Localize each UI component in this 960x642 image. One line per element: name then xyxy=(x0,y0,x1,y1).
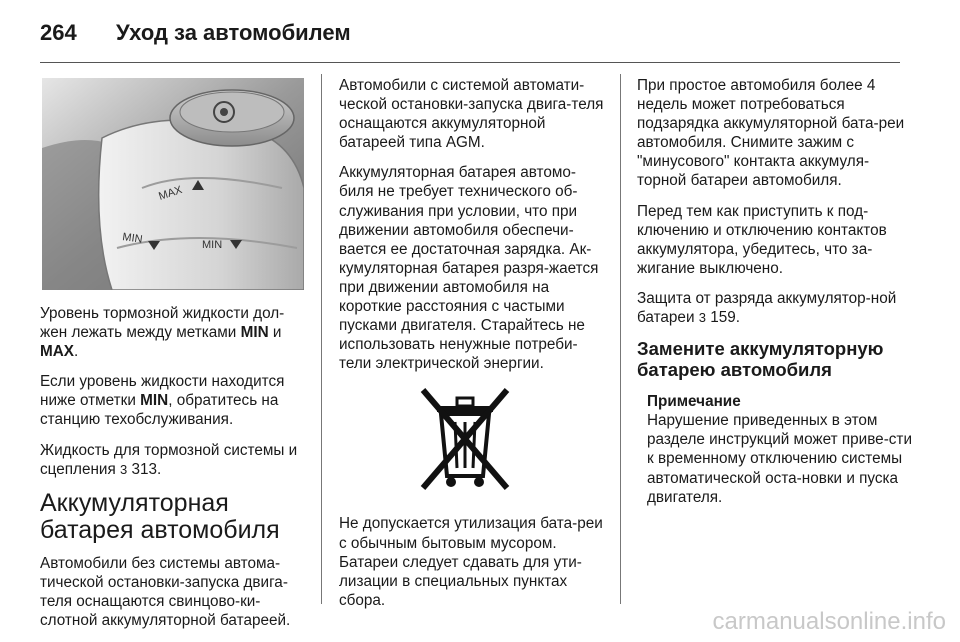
brake-fluid-level-text: Уровень тормозной жидкости дол-жен лежать между метками MIN и MAX. xyxy=(40,305,285,361)
column-divider-2 xyxy=(620,74,621,604)
column-3 xyxy=(637,76,912,507)
note-title: Примечание xyxy=(647,393,741,411)
ignition-off-text: Перед тем как приступить к под-ключению и отключению контактов аккумулятора, убедитесь, что за-жигание выключено. xyxy=(637,202,887,277)
page-title: Уход за автомобилем xyxy=(116,20,351,45)
fluid-ref-text: Жидкость для тормозной системы и сцепления 3 313. xyxy=(40,441,298,478)
battery-section-heading: Аккумуляторная батарея автомобиля xyxy=(40,488,280,544)
note-text: Нарушение приведенных в этом разделе инструкций может приве-сти к временному отключению системы автоматической оста-новки и пуска двигателя. xyxy=(647,412,912,506)
watermark: carmanualsonline.info xyxy=(712,608,946,635)
crossed-out-bin-icon xyxy=(415,384,515,500)
column-1 xyxy=(40,76,308,641)
idle-vehicle-text: При простое автомобиля более 4 недель может потребоваться подзарядка аккумуляторной бата-реи автомобиля. Снимите зажим с "минусового" контакта аккумуля-торной батареи автомобиля. xyxy=(637,77,905,190)
battery-disposal-text: Не допускается утилизация бата-реи с обычным бытовым мусором. Батареи следует сдавать для ути-лизации в специальных пунктах сбора. xyxy=(339,515,603,609)
page-header xyxy=(40,14,920,54)
battery-maintenance-text: Аккумуляторная батарея автомо-биля не требует технического об-служивания при условии, что при движении автомобиля обеспечи-вается ее достаточная зарядка. Ак-кумуляторная батарея разря-жается при движении автомобиля на короткие расстояния с частыми пусками двигателя. Старайтесь не использовать ненужные потреби-тели электрической энергии. xyxy=(339,164,599,373)
reference-arrow-icon: 3 xyxy=(120,461,128,477)
replace-battery-heading: Замените аккумуляторную батарею автомобиля xyxy=(637,338,884,381)
min-mark-label-right: MIN xyxy=(202,239,223,251)
header-rule xyxy=(40,62,900,63)
battery-lead-acid-text: Автомобили без системы автома-тической остановки-запуска двига-теля оснащаются свинцово-ки-слотной аккумуляторной батареей. xyxy=(40,554,291,630)
column-2 xyxy=(339,76,607,621)
brake-fluid-reservoir-photo xyxy=(42,78,304,290)
page-number: 264 xyxy=(40,20,77,45)
reference-arrow-icon: 3 xyxy=(698,310,706,326)
min-mark-label-left: MIN xyxy=(121,231,144,246)
max-mark-label: MAX xyxy=(157,184,184,203)
low-level-text: Если уровень жидкости находится ниже отметки MIN, обратитесь на станцию техобслуживания. xyxy=(40,373,285,429)
discharge-protection-text: Защита от разряда аккумулятор-ной батареи 3 159. xyxy=(637,289,897,327)
agm-battery-text: Автомобили с системой автомати-ческой остановки-запуска двига-теля оснащаются аккумуляторной батареей типа AGM. xyxy=(339,77,604,152)
note-block xyxy=(647,392,912,507)
column-divider-1 xyxy=(321,74,322,604)
